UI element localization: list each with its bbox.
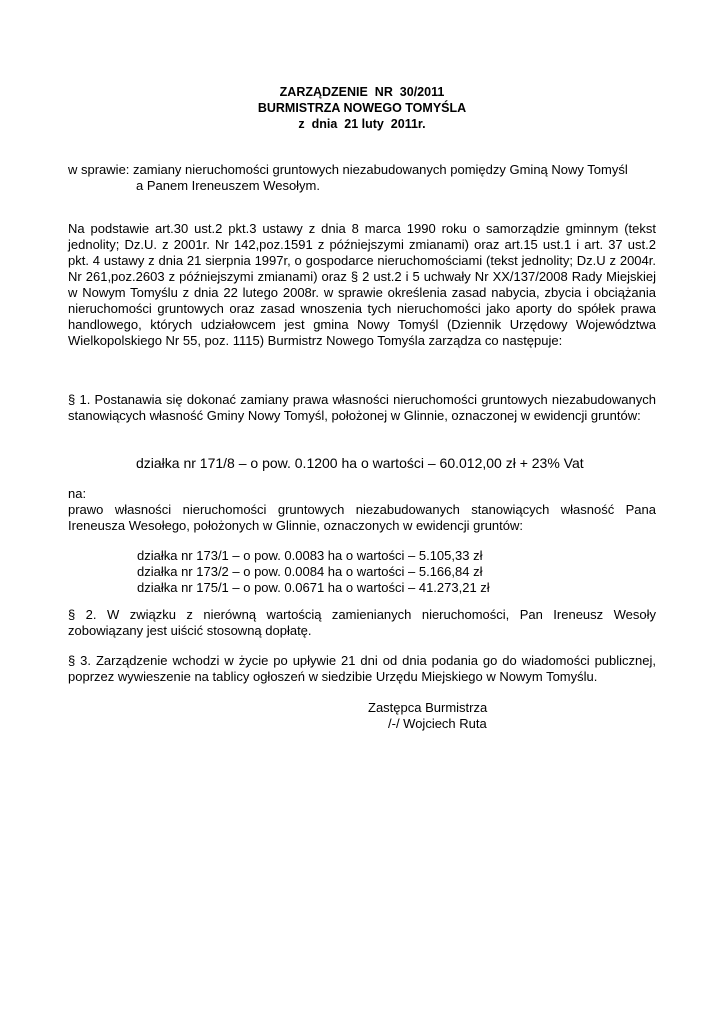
ordinance-date: z dnia 21 luty 2011r. (298, 117, 426, 131)
document-header (0, 84, 724, 132)
exchange-paragraph: prawo własności nieruchomości gruntowych niezabudowanych stanowiących własność Pana Ireneusza Wesołego, położonych w Glinnie, oznaczonych w ewidencji gruntów: (68, 502, 656, 533)
legal-basis-paragraph: Na podstawie art.30 ust.2 pkt.3 ustawy z dnia 8 marca 1990 roku o samorządzie gminnym (tekst jednolity; Dz.U. z 2001r. Nr 142,poz.1591 z późniejszymi zmianami) oraz art.15 ust.1 i art. 37 ust.2 pkt. 4 ustawy z dnia 21 sierpnia 1997r, o gospodarce nieruchomościami (tekst jednolity; Dz.U z 2004r. Nr 261,poz.2603 z późniejszymi zmianami) oraz § 2 ust.2 i 5 uchwały Nr XX/137/2008 Rady Miejskiej w Nowym Tomyślu z dnia 22 lutego 2008r. w sprawie określenia zasad nabycia, zbycia i obciążania nieruchomości gruntowych oraz zasad wnoszenia tych nieruchomości jako aporty do spółek prawa handlowego, których udziałowcem jest gmina Nowy Tomyśl (Dziennik Urzędowy Województwa Wielkopolskiego Nr 55, poz. 1115) Burmistrz Nowego Tomyśla zarządza co następuje: (68, 221, 656, 348)
section-3-paragraph: § 3. Zarządzenie wchodzi w życie po upływie 21 dni od dnia podania go do wiadomości publicznej, poprzez wywieszenie na tablicy ogłoszeń w siedzibie Urzędu Miejskiego w Nowym Tomyślu. (68, 653, 656, 684)
signature-block (368, 700, 487, 732)
main-plot-line: działka nr 171/8 – o pow. 0.1200 ha o wartości – 60.012,00 zł + 23% Vat (136, 455, 584, 471)
plot-list-item: działka nr 173/2 – o pow. 0.0084 ha o wartości – 5.166,84 zł (137, 564, 483, 579)
plot-list (137, 548, 490, 596)
subject-line-1: w sprawie: zamiany nieruchomości gruntowych niezabudowanych pomiędzy Gminą Nowy Tomyśl (68, 162, 628, 177)
section-1-paragraph: § 1. Postanawia się dokonać zamiany prawa własności nieruchomości gruntowych niezabudowanych stanowiących własność Gminy Nowy Tomyśl, położonej w Glinnie, oznaczonej w ewidencji gruntów: (68, 392, 656, 423)
signature-title: Zastępca Burmistrza (368, 700, 488, 715)
section-2-paragraph: § 2. W związku z nierówną wartością zamienianych nieruchomości, Pan Ireneusz Wesoły zobowiązany jest uiścić stosowną dopłatę. (68, 607, 656, 638)
subject-block (68, 162, 658, 194)
issuer: BURMISTRZA NOWEGO TOMYŚLA (257, 101, 467, 115)
na-label: na: (68, 486, 87, 501)
signature-name: /-/ Wojciech Ruta (388, 716, 487, 731)
ordinance-number: ZARZĄDZENIE NR 30/2011 (279, 85, 445, 99)
plot-list-item: działka nr 175/1 – o pow. 0.0671 ha o wartości – 41.273,21 zł (137, 580, 490, 595)
subject-line-2: a Panem Ireneuszem Wesołym. (136, 178, 320, 193)
plot-list-item: działka nr 173/1 – o pow. 0.0083 ha o wartości – 5.105,33 zł (137, 548, 483, 563)
